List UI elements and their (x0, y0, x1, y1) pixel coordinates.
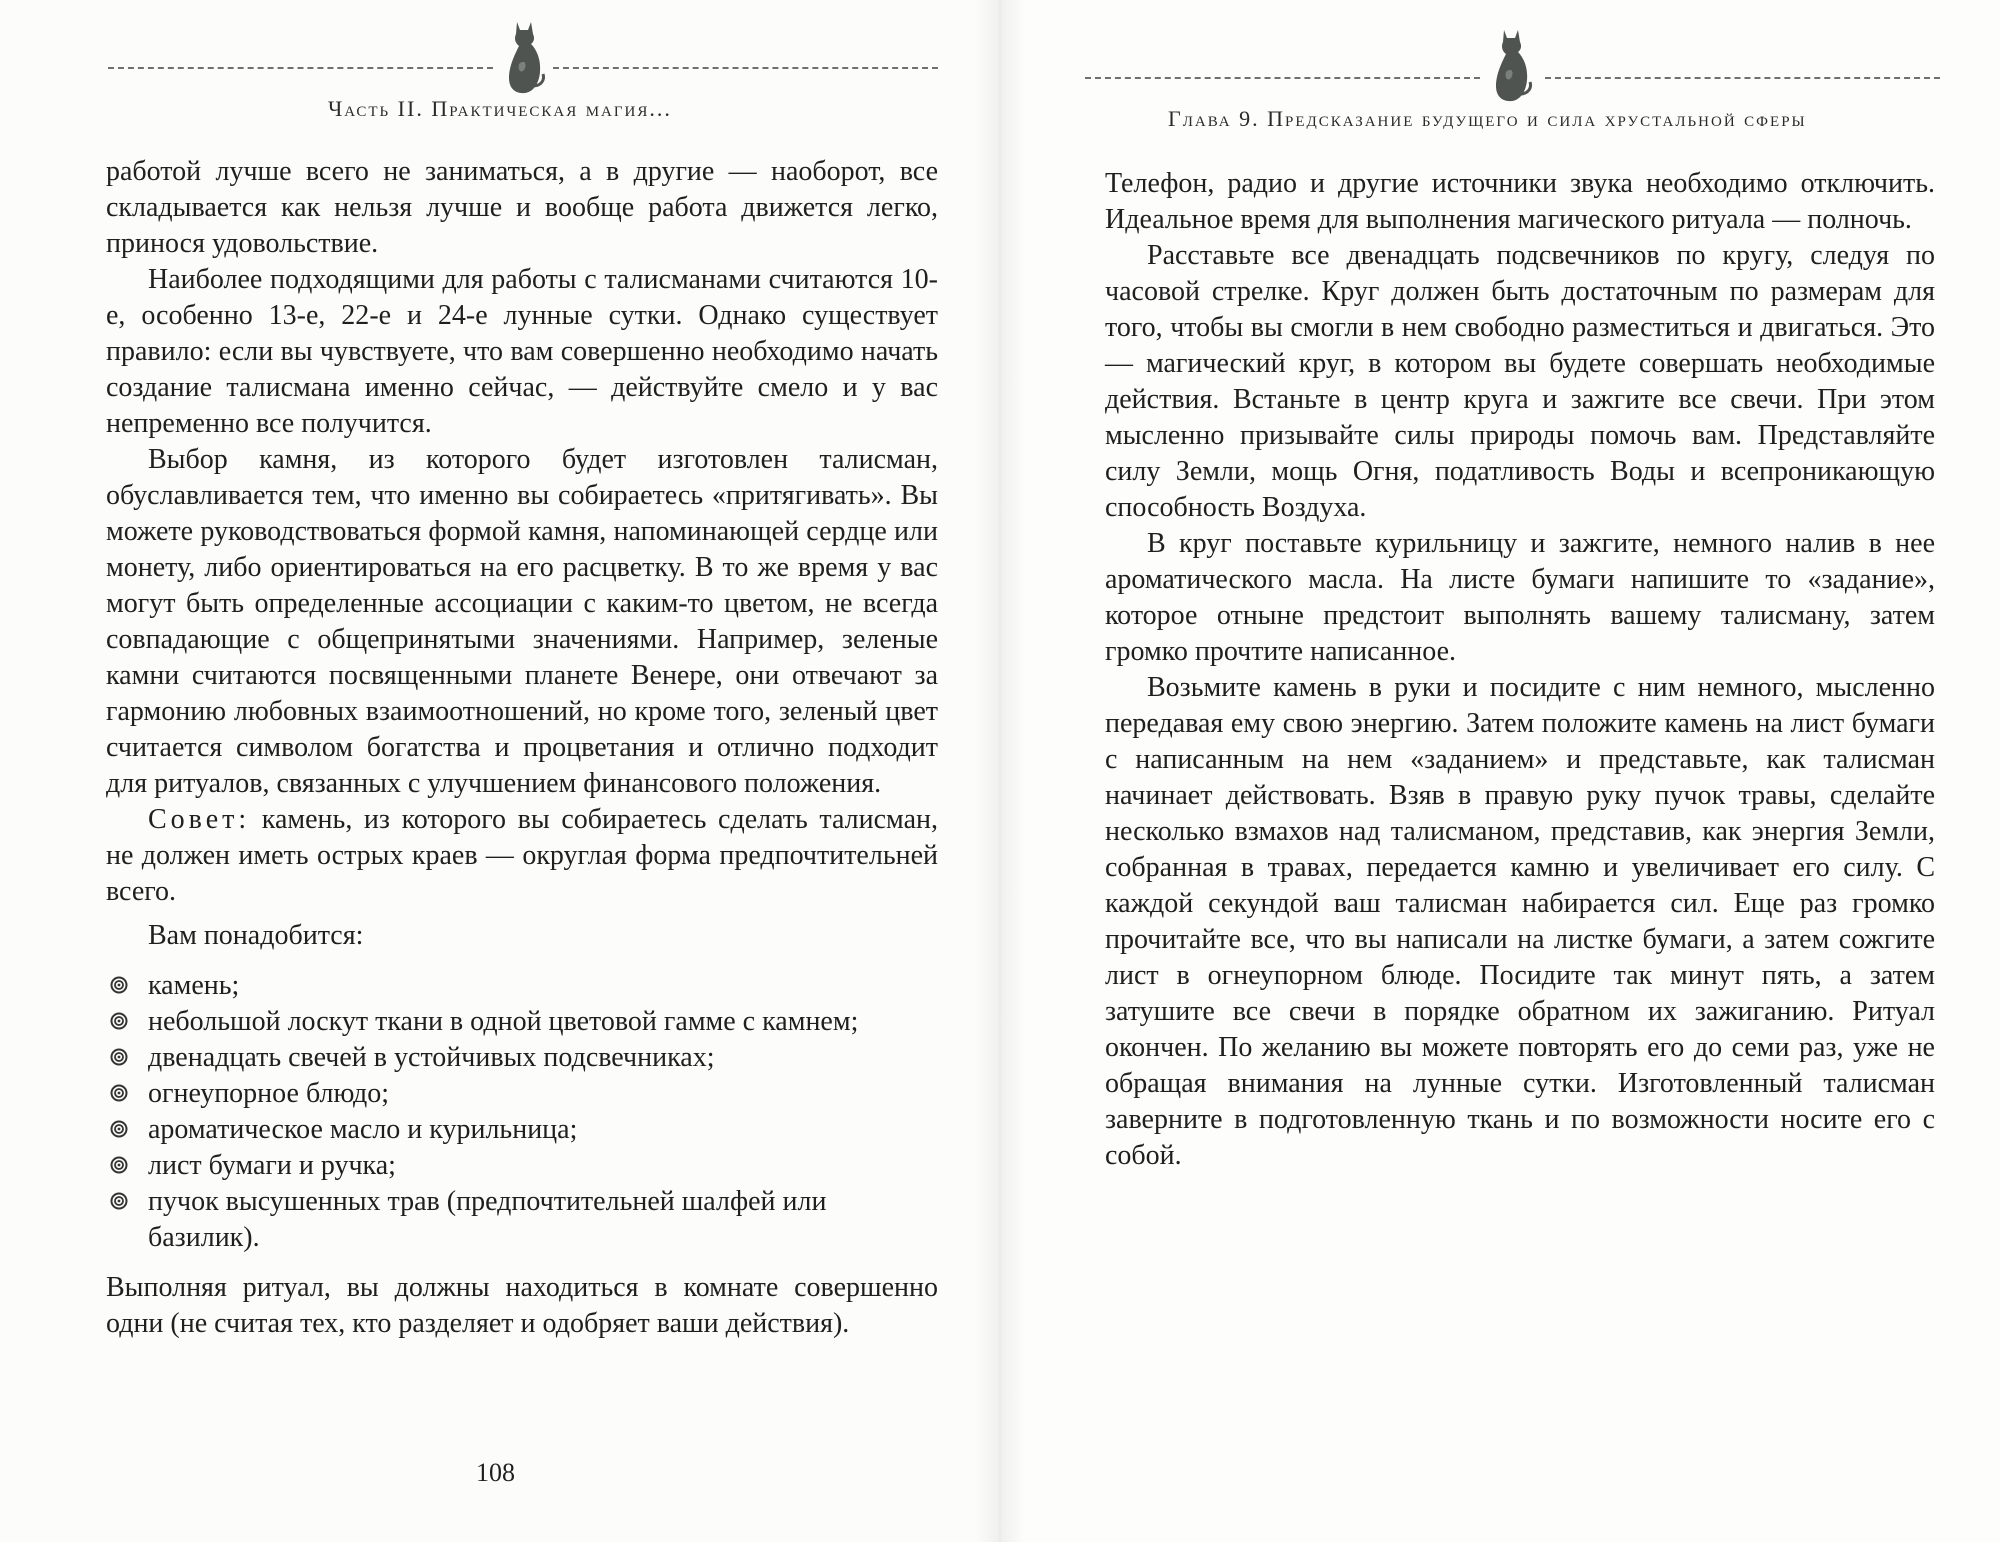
closing-paragraph: Выполняя ритуал, вы должны находиться в комнате совершенно одни (не считая тех, кто разделяет и одобряет ваши действия). (106, 1272, 938, 1339)
list-item (106, 1184, 938, 1256)
list-item-text: двенадцать свечей в устойчивых подсвечниках; (148, 1042, 715, 1073)
left-header-rule-b (553, 67, 938, 69)
spiral-bullet-icon (110, 976, 128, 994)
right-header-rule-a (1085, 77, 1480, 79)
left-paragraph-2: Наиболее подходящими для работы с талисманами считаются 10-е, особенно 13-е, 22-е и 24-е лунные сутки. Однако существует правило: если вы чувствуете, что вам совершенно необходимо начать создание талисмана именно сейчас, — действуйте смело и у вас непременно все получится. (106, 264, 938, 439)
right-header-rule-b (1545, 77, 1940, 79)
advice-text: камень, из которого вы собираетесь сделать талисман, не должен иметь острых краев — округлая форма предпочтительней всего. (106, 804, 938, 907)
advice-paragraph (106, 802, 938, 910)
list-item-text: небольшой лоскут ткани в одной цветовой гамме с камнем; (148, 1006, 859, 1037)
left-paragraph-1: работой лучше всего не заниматься, а в другие — наоборот, все складывается как нельзя лучше и вообще работа движется легко, принося удовольствие. (106, 156, 938, 259)
cat-ornament-icon (503, 16, 547, 96)
right-body-text (1105, 166, 1935, 1174)
left-body-text (106, 154, 938, 1342)
list-item-text: огнеупорное блюдо; (148, 1078, 389, 1109)
list-item (106, 1004, 938, 1040)
spiral-bullet-icon (110, 1156, 128, 1174)
spiral-bullet-icon (110, 1048, 128, 1066)
left-paragraph-3: Выбор камня, из которого будет изготовлен талисман, обуславливается тем, что именно вы собираетесь «притягивать». Вы можете руководствоваться формой камня, напоминающей сердце или монету, либо ориентироваться на его расцветку. В то же время у вас могут быть определенные ассоциации с каким-то цветом, не всегда совпадающие с общепринятыми значениями. Например, зеленые камни считаются посвященными планете Венере, они отвечают за гармонию любовных взаимоотношений, но кроме того, зеленый цвет считается символом богатства и процветания и отлично подходит для ритуалов, связанных с улучшением финансового положения. (106, 444, 938, 799)
list-item (106, 968, 938, 1004)
page-number: 108 (476, 1458, 515, 1487)
list-item (106, 1148, 938, 1184)
supplies-list (106, 968, 938, 1256)
advice-label: Совет: (148, 804, 251, 835)
left-running-head: Часть II. Практическая магия... (328, 96, 672, 121)
right-paragraph-4: Возьмите камень в руки и посидите с ним немного, мысленно передавая ему свою энергию. Затем положите камень на лист бумаги с написанным на нем «заданием» и представьте, как талисман начинает действовать. Взяв в правую руку пучок травы, сделайте несколько взмахов над талисманом, представив, как энергия Земли, собранная в травах, передается камню и увеличивает его силу. С каждой секундой ваш талисман набирается сил. Еще раз громко прочитайте все, что вы написали на листке бумаги, а затем сожгите лист в огнеупорном блюде. Посидите так минут пять, а затем затушите все свечи в порядке обратном их зажиганию. Ритуал окончен. По желанию вы можете повторять его до семи раз, уже не обращая внимания на лунные сутки. Изготовленный талисман заверните в подготовленную ткань и по возможности носите его с собой. (1105, 672, 1935, 1171)
list-item (106, 1112, 938, 1148)
left-header-rule-a (108, 67, 493, 69)
spiral-bullet-icon (110, 1012, 128, 1030)
list-item (106, 1040, 938, 1076)
right-paragraph-2: Расставьте все двенадцать подсвечников по кругу, следуя по часовой стрелке. Круг должен быть достаточным по размерам для того, чтобы вы смогли в нем свободно разместиться и двигаться. Это — магический круг, в котором вы будете совершать необходимые действия. Встаньте в центр круга и зажгите все свечи. При этом мысленно призывайте силы природы помочь вам. Представляйте силу Земли, мощь Огня, податливость Воды и всепроникающую способность Воздуха. (1105, 240, 1935, 523)
cat-ornament-icon (1490, 24, 1534, 104)
book-gutter (975, 0, 1025, 1542)
list-item-text: камень; (148, 970, 240, 1001)
list-item-text: ароматическое масло и курильница; (148, 1114, 578, 1145)
right-paragraph-3: В круг поставьте курильницу и зажгите, немного налив в нее ароматического масла. На листе бумаги напишите то «задание», которое отныне предстоит выполнять вашему талисману, затем громко прочтите написанное. (1105, 528, 1935, 667)
spiral-bullet-icon (110, 1192, 128, 1210)
list-intro: Вам понадобится: (148, 920, 364, 951)
list-item-text: лист бумаги и ручка; (148, 1150, 396, 1181)
spiral-bullet-icon (110, 1084, 128, 1102)
right-running-head: Глава 9. Предсказание будущего и сила хрустальной сферы (1168, 106, 1807, 131)
list-item (106, 1076, 938, 1112)
right-paragraph-1: Телефон, радио и другие источники звука необходимо отключить. Идеальное время для выполнения магического ритуала — полночь. (1105, 168, 1935, 235)
list-item-text: пучок высушенных трав (предпочтительней шалфей или базилик). (148, 1186, 827, 1253)
spiral-bullet-icon (110, 1120, 128, 1138)
